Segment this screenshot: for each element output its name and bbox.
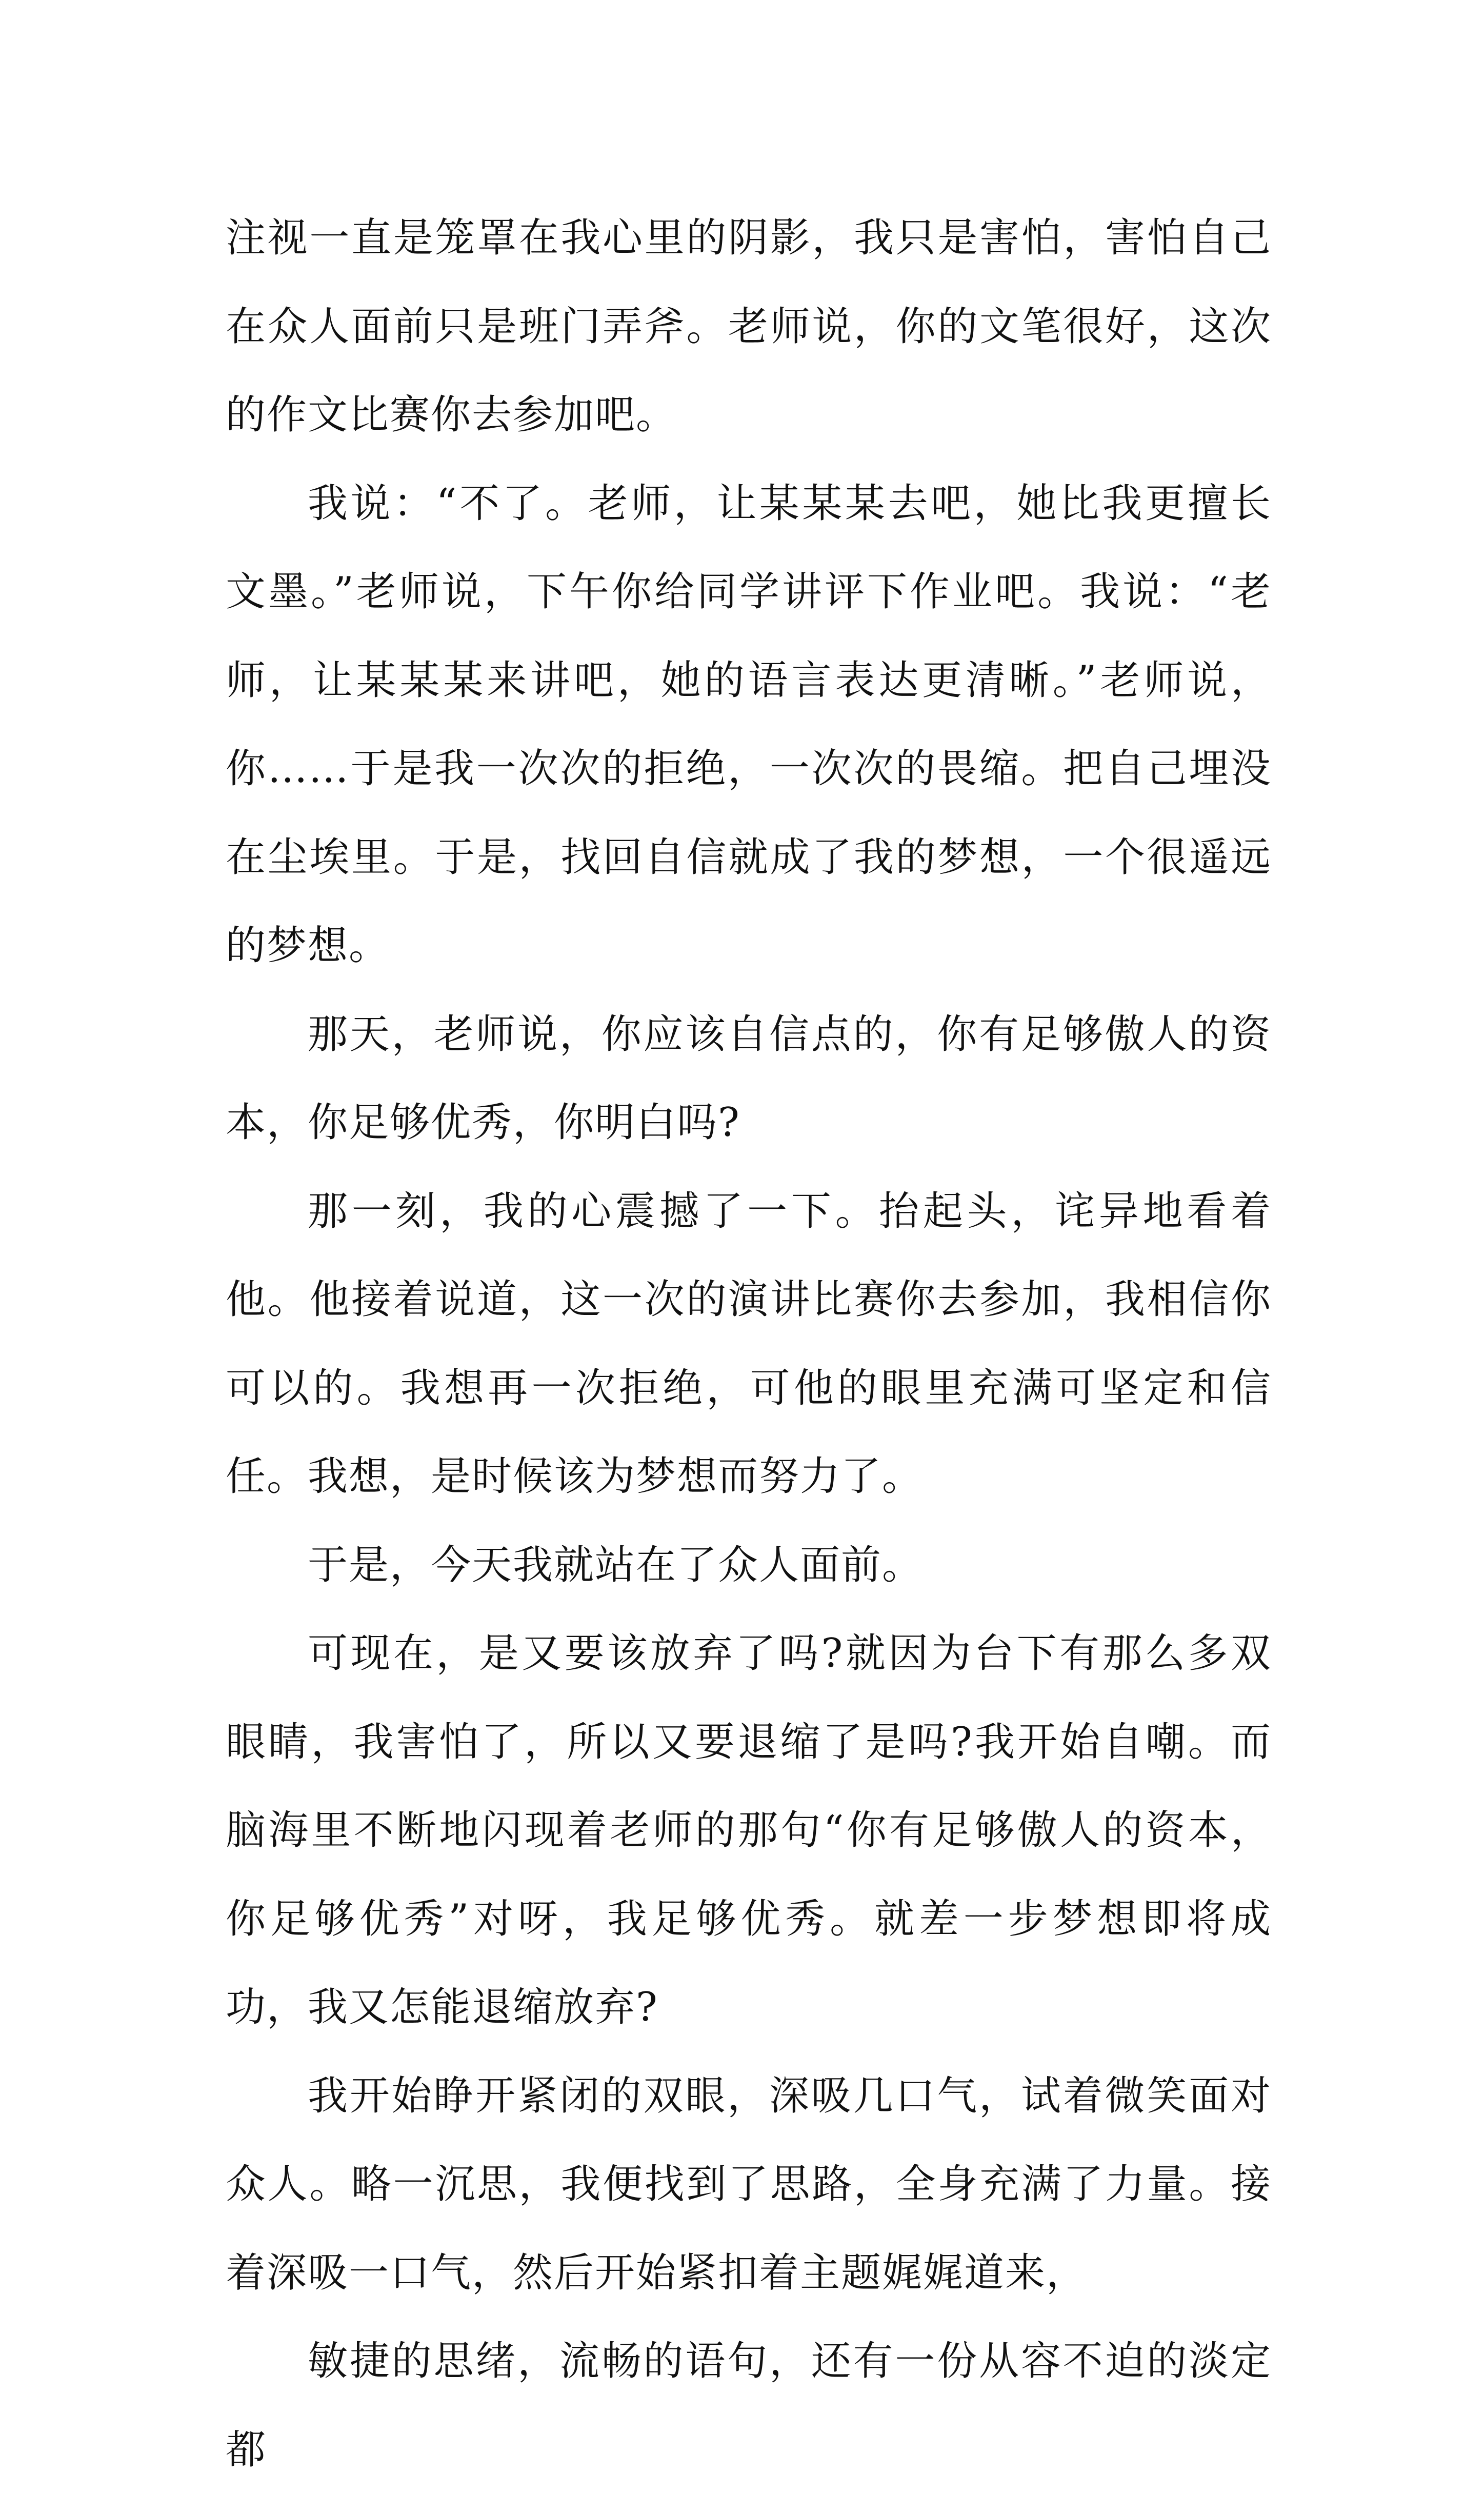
paragraph-7: 我开始睁开紧闭的双眼，深吸几口气，试着微笑面对众人。略一沉思，我便找到了思路，全身充满了力量。接着深吸一口气，然后开始紧扣着主题娓娓道来， [226, 2072, 1272, 2296]
paragraph-4: 那一刻，我的心震撼了一下。抬起头，诧异地看着他。他接着说道，这一次的演讲比赛你去参加，我相信你可以的。我想再一次拒绝，可他的眼里充满可坚定和信任。我想，是时候该为梦想而努力了。 [226, 1188, 1272, 1500]
document-body [226, 194, 1272, 2494]
paragraph-1: 注视一直是笼罩在我心里的阴影，我只是害怕，害怕自己在众人面前只是班门弄斧。老师说，你的文笔很好，这次的作文比赛你去参加吧。 [226, 215, 1272, 438]
paragraph-6: 可现在，是又要该放弃了吗?就因为台下有那么多双眼睛，我害怕了，所以又要退缩了是吗?我开始自嘲。而脑海里不断地闪现着老师的那句“你有足够傲人的资本，你足够优秀”对呀，我足够优秀。就差一步梦想即将成功，我又怎能退缩放弃? [226, 1630, 1272, 2030]
paragraph-5: 于是，今天我就站在了众人面前。 [308, 1542, 924, 1588]
paragraph-3: 那天，老师说，你应该自信点的，你有足够傲人的资本，你足够优秀，你明白吗? [226, 1011, 1272, 1146]
paragraph-2: 我说：“不了。老师，让某某某去吧，她比我更擅长文墨。”老师说，下午你给同学讲评下作业吧。我说：“老师，让某某某来讲吧，她的语言表达更清晰。”老师说，你……于是我一次次的拒绝，一次次的畏缩。把自己埋没在尘埃里。于是，找回自信就成了我的梦想，一个很遥远的梦想。 [226, 480, 1272, 969]
paragraph-8: 敏捷的思绪，流畅的语句，还有一份从容不迫的淡定都 [226, 2338, 1272, 2473]
